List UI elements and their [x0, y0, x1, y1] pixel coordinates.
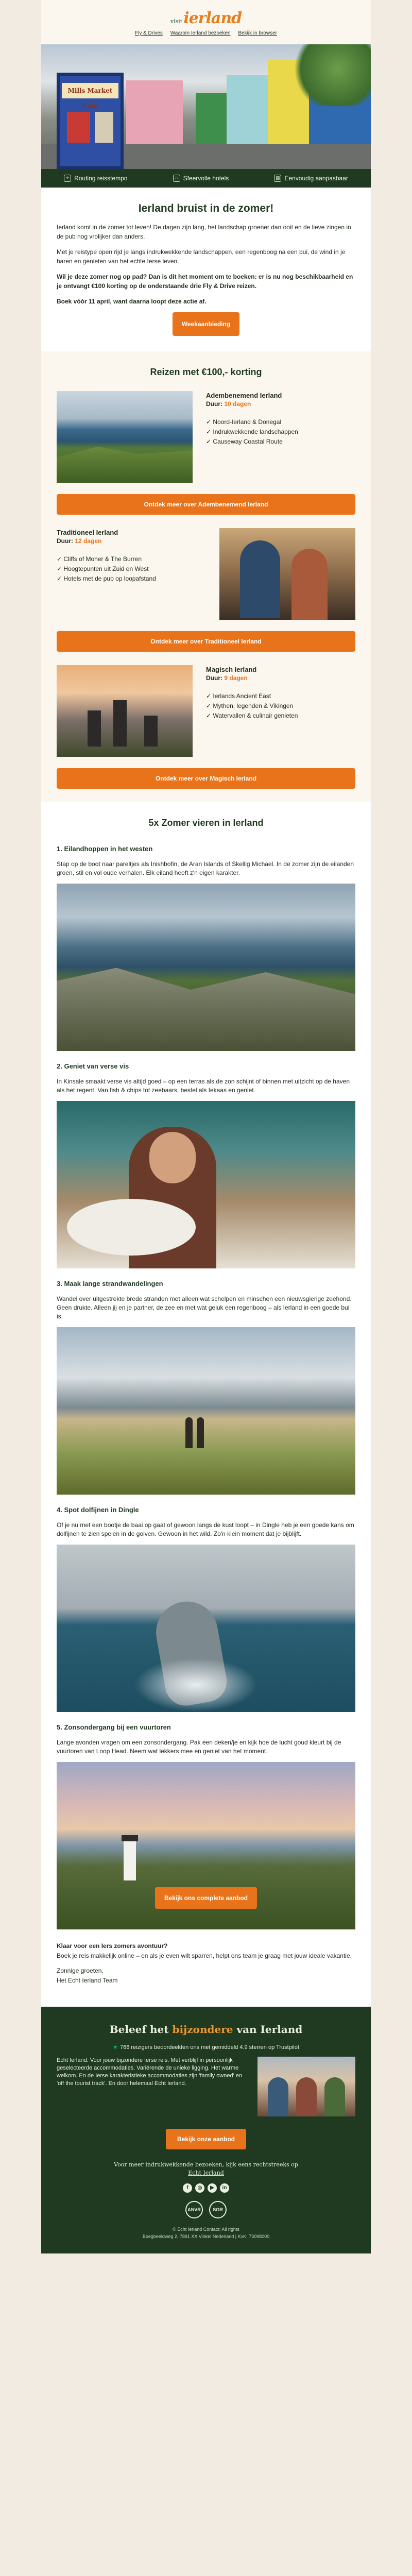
trip-duration	[206, 400, 355, 409]
walker	[185, 1417, 193, 1448]
footer-title	[57, 2023, 355, 2036]
anvr-badge-icon: ANVR	[185, 2201, 203, 2218]
nav-link-fly-drives[interactable]: Fly & Drives	[135, 30, 163, 36]
zomer-item-1	[41, 845, 371, 1051]
standing-stone	[144, 716, 158, 747]
zomer-item-3	[41, 1280, 371, 1495]
hero-image-street[interactable]	[41, 44, 371, 169]
walker	[197, 1417, 204, 1448]
traditioneel-cta-button[interactable]: Ontdek meer over Traditioneel Ierland	[57, 631, 355, 652]
trip-card-adembenemend	[41, 391, 371, 483]
trip-bullets	[57, 555, 206, 583]
email-container	[41, 0, 371, 2253]
trip-bullet: ✓ Hoogtepunten uit Zuid en West	[57, 565, 149, 572]
footer-title-highlight: bijzondere	[172, 2023, 233, 2036]
instagram-icon[interactable]: ◎	[195, 2183, 204, 2193]
zomer-item-title: 3. Maak lange strandwandelingen	[57, 1280, 163, 1287]
trip-bullet: ✓ Watervallen & culinair genieten	[206, 712, 298, 719]
water-splash	[134, 1658, 258, 1712]
linkedin-icon[interactable]: in	[220, 2183, 229, 2193]
person	[296, 2077, 317, 2116]
lighthouse-lamp	[122, 1835, 138, 1841]
usp-label: Routing reisstempo	[74, 175, 128, 182]
footer	[41, 2007, 371, 2253]
bekijk-aanbod-button[interactable]: Bekijk onze aanbod	[166, 2129, 246, 2149]
map-icon: ⌖	[64, 175, 71, 182]
calendar-icon: ▦	[274, 175, 281, 182]
zomer-item-text: Wandel over uitgestrekte brede stranden met alleen wat schelpen en minschen een nieuwsgierige zeehond. Geen drukte. Alleen jij en je partner, de zee en met wat geluk een regenboog – als Ierland in een goede bui is.	[57, 1295, 352, 1320]
zomer-item-text: Stap op de boot naar pareltjes als Inishbofin, de Aran Islands of Skellig Michael. In de zomer zijn de eilanden groen, stil en vol oude verhalen. Elk eiland heeft z'n eigen karakter.	[57, 860, 354, 876]
trip-bullets	[206, 418, 355, 446]
trip-bullets	[206, 692, 355, 720]
trip-bullet: ✓ Ierlands Ancient East	[206, 692, 271, 700]
duration-label: Duur:	[57, 537, 73, 545]
trustpilot-star-icon: ★	[113, 2044, 118, 2050]
social-icons	[57, 2183, 355, 2193]
trips-heading: Reizen met €100,- korting	[150, 367, 262, 377]
cafe-sign: Mills Market Cafe	[62, 83, 118, 98]
footer-subtext	[57, 2161, 355, 2177]
trip-details	[206, 391, 355, 447]
cafe-shopfront	[57, 73, 124, 169]
trip-title: Magisch Ierland	[206, 666, 257, 673]
zomer-item-title: 2. Geniet van verse vis	[57, 1062, 129, 1070]
intro-section	[41, 188, 371, 351]
trip-details	[206, 665, 355, 721]
image-beach-walk[interactable]	[57, 1327, 355, 1495]
trip-title: Adembenemend Ierland	[206, 392, 282, 399]
person	[324, 2077, 345, 2116]
top-nav	[41, 30, 371, 36]
standing-stone	[113, 700, 127, 747]
closing-body: Boek je reis makkelijk online – en als je even wilt sparren, helpt ons team je graag met jouw ideale vakantie.	[57, 1952, 352, 1959]
zomer-item-2	[41, 1062, 371, 1268]
duration-value: 10 dagen	[224, 400, 251, 408]
shop-window	[95, 112, 113, 143]
intro-paragraph-2: Met je reistype open rijd je langs indrukwekkende landschappen, een regenboog na een bui, de wind in je haren en genieten van het echte Ierse leven.	[57, 248, 346, 265]
trip-image-standing-stones[interactable]	[57, 665, 193, 757]
footer-legal	[57, 2226, 355, 2240]
duration-label: Duur:	[206, 400, 222, 408]
standing-stone	[88, 710, 101, 747]
trip-bullet: ✓ Mythen, legenden & Vikingen	[206, 702, 294, 709]
complete-aanbod-button[interactable]: Bekijk ons complete aanbod	[155, 1887, 257, 1909]
closing-signature: Het Echt Ierland Team	[57, 1977, 118, 1984]
intro-title: Ierland bruist in de zomer!	[138, 202, 274, 214]
footer-title-part: Beleef het	[109, 2023, 169, 2036]
trip-duration	[206, 674, 355, 683]
image-fish-dinner[interactable]	[57, 1101, 355, 1268]
zomer-item-title: 5. Zonsondergang bij een vuurtoren	[57, 1723, 171, 1731]
footer-sub-line: Voor meer indrukwekkende bezoeken, kijk eens rechtstreeks op	[114, 2161, 298, 2168]
weekaanbieding-button[interactable]: Weekaanbieding	[173, 312, 239, 336]
zomer-section	[41, 802, 371, 2007]
lighthouse	[124, 1839, 136, 1880]
legal-line: Boegbeeldweg 2, 7891 XX Vinkel Nederland | KvK: 73098000	[142, 2234, 270, 2239]
footer-sub-link[interactable]: Echt Ierland	[188, 2170, 224, 2176]
footer-text: Echt Ierland. Voor jouw bijzondere Ierse reis. Met verblijf in persoonlijk geselecteerde accommodaties. Variërende de unieke ligging. Het warme welkom. En de Ierse karakteristieke accommodaties zijn 'family owned' en 'off the tourist track'. En door helemaal Echt Ierland.	[57, 2057, 243, 2087]
pub-guest	[240, 540, 280, 618]
zomer-item-title: 4. Spot dolfijnen in Dingle	[57, 1506, 139, 1514]
zomer-item-text: In Kinsale smaakt verse vis altijd goed – op een terras als de zon schijnt of binnen met uitzicht op de haven als het regent. Van fish & chips tot zeebaars, bestel als Iekaas en geniet.	[57, 1078, 350, 1094]
closing-question: Klaar voor een Iers zomers avontuur?	[57, 1942, 168, 1950]
footer-title-part: van Ierland	[236, 2023, 303, 2036]
magisch-cta-button[interactable]: Ontdek meer over Magisch Ierland	[57, 768, 355, 789]
youtube-icon[interactable]: ▶	[208, 2183, 217, 2193]
legal-line: © Echt Ierland Contact: All rights	[173, 2227, 239, 2232]
trip-bullet: ✓ Hotels met de pub op loopafstand	[57, 575, 156, 582]
zomer-item-text: Lange avonden vragen om een zonsondergang. Pak een deken/je en kijk hoe de lucht goud kleurt bij de vuurtoren van Loop Head. Neem wat lekkers mee en geniet van het moment.	[57, 1739, 341, 1755]
fish-plate	[67, 1199, 196, 1256]
trip-title: Traditioneel Ierland	[57, 529, 118, 536]
usp-item-hotels	[173, 175, 229, 182]
usp-bar	[41, 169, 371, 188]
trip-duration	[57, 537, 206, 546]
pub-guest	[291, 549, 328, 620]
shop-door	[67, 112, 90, 143]
closing-greeting: Zonnige groeten,	[57, 1967, 104, 1974]
diner-face	[149, 1132, 196, 1183]
usp-item-routing	[64, 175, 127, 182]
hotel-icon: ⌂	[173, 175, 180, 182]
rocky-coast	[57, 963, 355, 1051]
trip-details	[57, 528, 206, 584]
zomer-item-5	[41, 1723, 371, 1929]
nav-link-browser[interactable]: Bekijk in browser	[238, 30, 277, 36]
trip-image-cliffs[interactable]	[57, 391, 193, 483]
sgr-badge-icon: SGR	[209, 2201, 227, 2218]
duration-value: 9 dagen	[224, 674, 248, 682]
facebook-icon[interactable]: f	[183, 2183, 192, 2193]
email-header	[41, 0, 371, 44]
trip-card-traditioneel	[41, 528, 371, 620]
green-ridge	[57, 447, 193, 483]
intro-paragraph-4: Boek vóór 11 april, want daarna loopt deze actie af.	[57, 298, 207, 305]
tree	[288, 44, 371, 106]
adembenemend-cta-button[interactable]: Ontdek meer over Adembenemend Ierland	[57, 494, 355, 515]
trip-bullet: ✓ Noord-Ierland & Donegal	[206, 418, 282, 426]
intro-paragraph-1: Ierland komt in de zomer tot leven! De dagen zijn lang, het landschap groener dan ooit en de lieve zingen in de pub nog vrolijker dan anders.	[57, 224, 351, 240]
trustpilot-rating[interactable]	[57, 2044, 355, 2050]
usp-label: Sfeervolle hotels	[183, 175, 229, 182]
footer-image-group	[258, 2057, 355, 2116]
trustpilot-text: 766 reizigers beoordeelden ons met gemiddeld 4.9 sterren op Trustpilot	[119, 2044, 299, 2050]
logo-big-text: ierland	[183, 9, 242, 27]
visit-ierland-logo[interactable]	[170, 9, 242, 27]
nav-link-waarom[interactable]: Waarom Ierland bezoeken	[170, 30, 231, 36]
trip-image-pub[interactable]	[219, 528, 355, 620]
logo-small-text: visit	[170, 18, 183, 25]
trip-bullet: ✓ Cliffs of Moher & The Burren	[57, 555, 142, 563]
duration-label: Duur:	[206, 674, 222, 682]
membership-badges	[57, 2201, 355, 2218]
usp-label: Eenvoudig aanpasbaar	[284, 175, 348, 182]
zomer-item-text: Of je nu met een bootje de baai op gaat of gewoon langs de kust loopt – in Dingle heb je een goede kans om dolfijnen te zien spelen in de golven. Gewoon in het wild. Zo'n klein moment dat je bijblijft.	[57, 1521, 354, 1537]
trip-card-magisch	[41, 665, 371, 757]
zomer-item-4	[41, 1506, 371, 1712]
footer-body	[57, 2057, 355, 2116]
image-dolphin-dingle[interactable]	[57, 1545, 355, 1712]
zomer-heading: 5x Zomer vieren in Ierland	[148, 818, 264, 828]
zomer-item-title: 1. Eilandhoppen in het westen	[57, 845, 153, 853]
trip-bullet: ✓ Indrukwekkende landschappen	[206, 428, 298, 435]
closing-text	[41, 1937, 371, 2007]
person	[268, 2077, 288, 2116]
trips-section	[41, 351, 371, 802]
trip-bullet: ✓ Causeway Coastal Route	[206, 438, 283, 445]
image-island-cliffs[interactable]	[57, 884, 355, 1051]
duration-value: 12 dagen	[75, 537, 102, 545]
image-lighthouse-sunset[interactable]	[57, 1762, 355, 1929]
intro-paragraph-3: Wil je deze zomer nog op pad? Dan is dit het moment om te boeken: er is nu nog beschikbaarheid en je ontvangt €100 korting op de onderstaande drie Fly & Drive reizen.	[57, 273, 353, 290]
usp-item-aanpasbaar	[274, 175, 348, 182]
